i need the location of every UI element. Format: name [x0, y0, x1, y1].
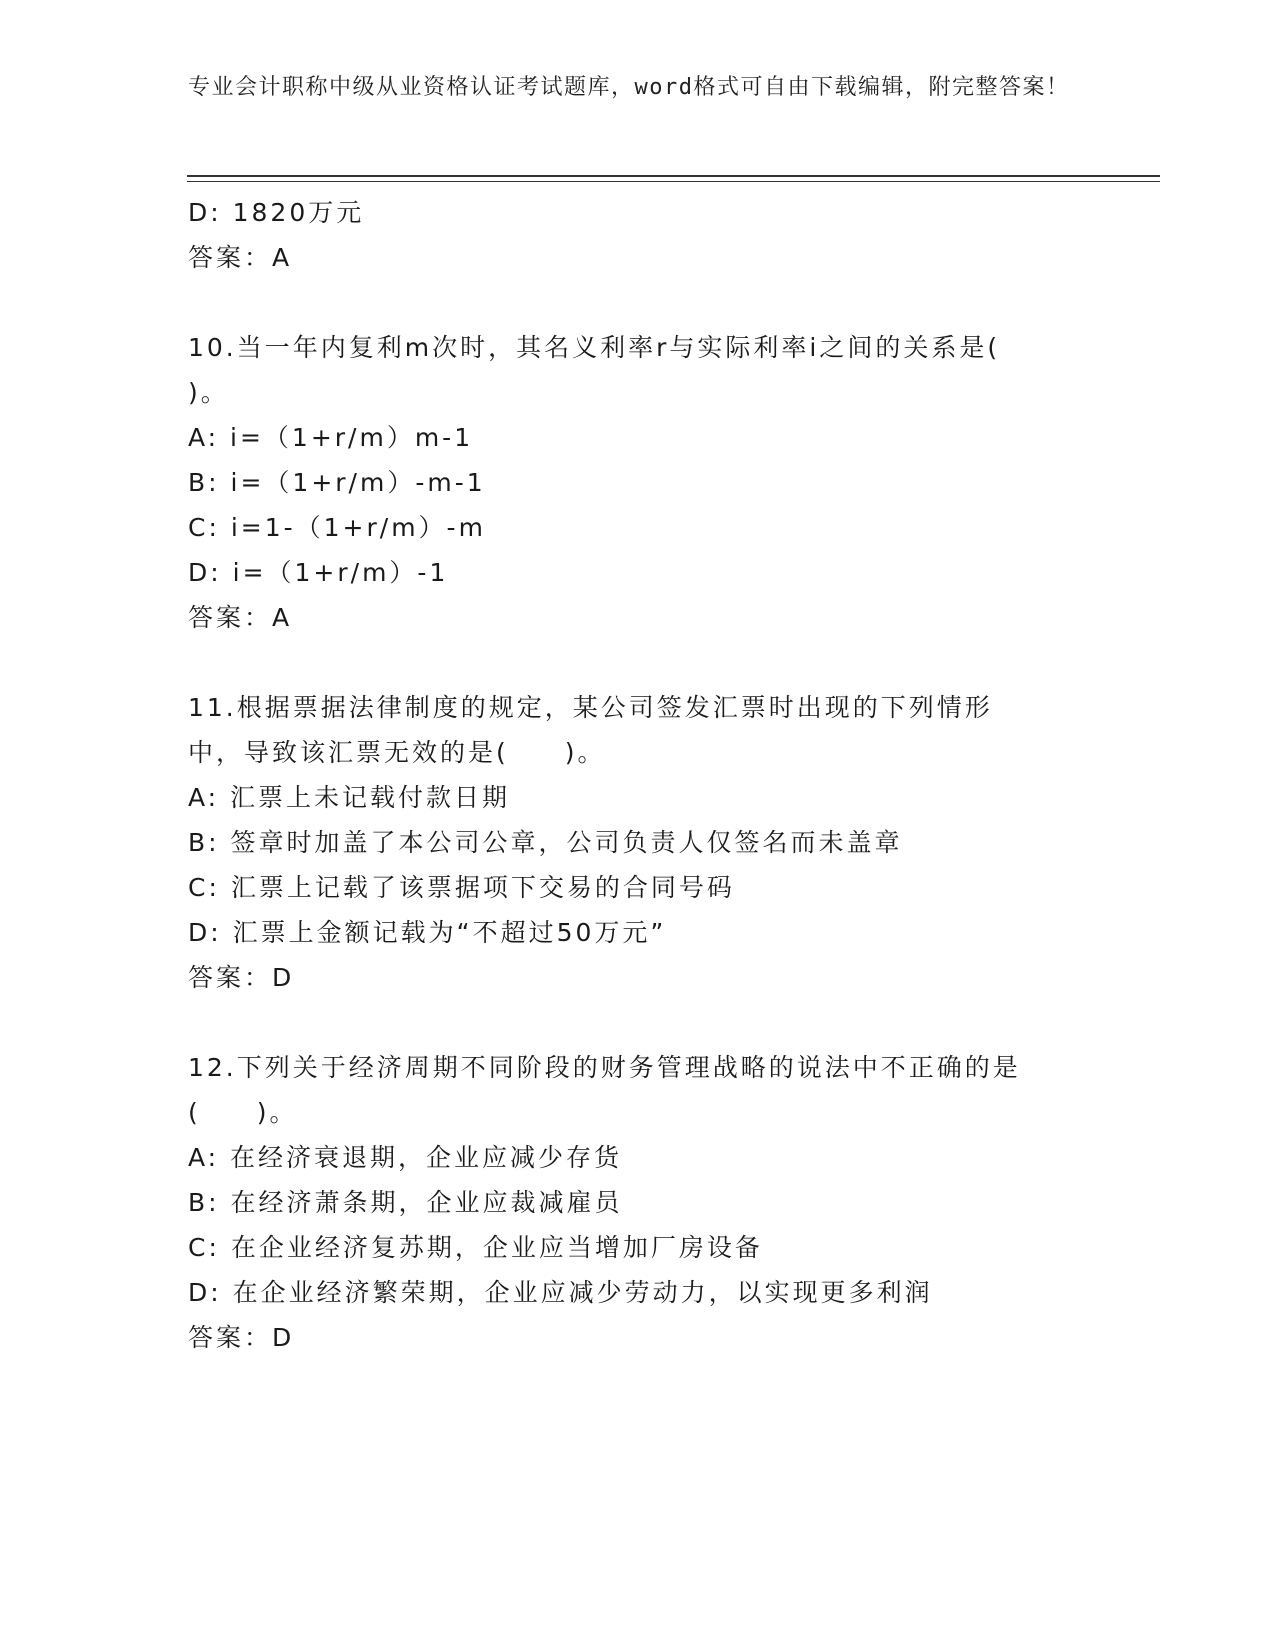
question-text: 12.下列关于经济周期不同阶段的财务管理战略的说法中不正确的是( )。: [188, 1053, 1021, 1127]
option-b: B: 签章时加盖了本公司公章，公司负责人仅签名而未盖章: [188, 828, 903, 857]
header-divider-thin: [187, 181, 1160, 182]
header-text: 专业会计职称中级从业资格认证考试题库，word格式可自由下载编辑，附完整答案！: [188, 75, 1070, 100]
answer-line: 答案：D: [188, 963, 295, 992]
question-10: [188, 325, 1088, 640]
header-divider-thick: [187, 175, 1160, 177]
option-c: C: i=1-（1+r/m）-m: [188, 513, 486, 542]
document-header: [188, 72, 1088, 103]
document-body: [188, 190, 1088, 1360]
option-c: C: 在企业经济复苏期，企业应当增加厂房设备: [188, 1233, 763, 1262]
question-text: 10.当一年内复利m次时，其名义利率r与实际利率i之间的关系是( )。: [188, 333, 1001, 407]
answer-line: 答案：D: [188, 1323, 295, 1352]
answer-line: 答案：A: [188, 603, 293, 632]
option-d: D: 汇票上金额记载为“不超过50万元”: [188, 918, 667, 947]
option-c: C: 汇票上记载了该票据项下交易的合同号码: [188, 873, 735, 902]
answer-line: 答案：A: [188, 243, 293, 272]
option-b: B: 在经济萧条期，企业应裁减雇员: [188, 1188, 623, 1217]
option-b: B: i=（1+r/m）-m-1: [188, 468, 486, 497]
option-a: A: 汇票上未记载付款日期: [188, 783, 511, 812]
option-d: D: i=（1+r/m）-1: [188, 558, 449, 587]
option-d: D: 在企业经济繁荣期，企业应减少劳动力，以实现更多利润: [188, 1278, 933, 1307]
option-a: A: i=（1+r/m）m-1: [188, 423, 474, 452]
question-12: [188, 1045, 1088, 1360]
previous-question-tail: [188, 190, 1088, 280]
option-a: A: 在经济衰退期，企业应减少存货: [188, 1143, 623, 1172]
option-d: D: 1820万元: [188, 198, 365, 227]
question-11: [188, 685, 1088, 1000]
question-text: 11.根据票据法律制度的规定，某公司签发汇票时出现的下列情形中，导致该汇票无效的是( )。: [188, 693, 993, 767]
